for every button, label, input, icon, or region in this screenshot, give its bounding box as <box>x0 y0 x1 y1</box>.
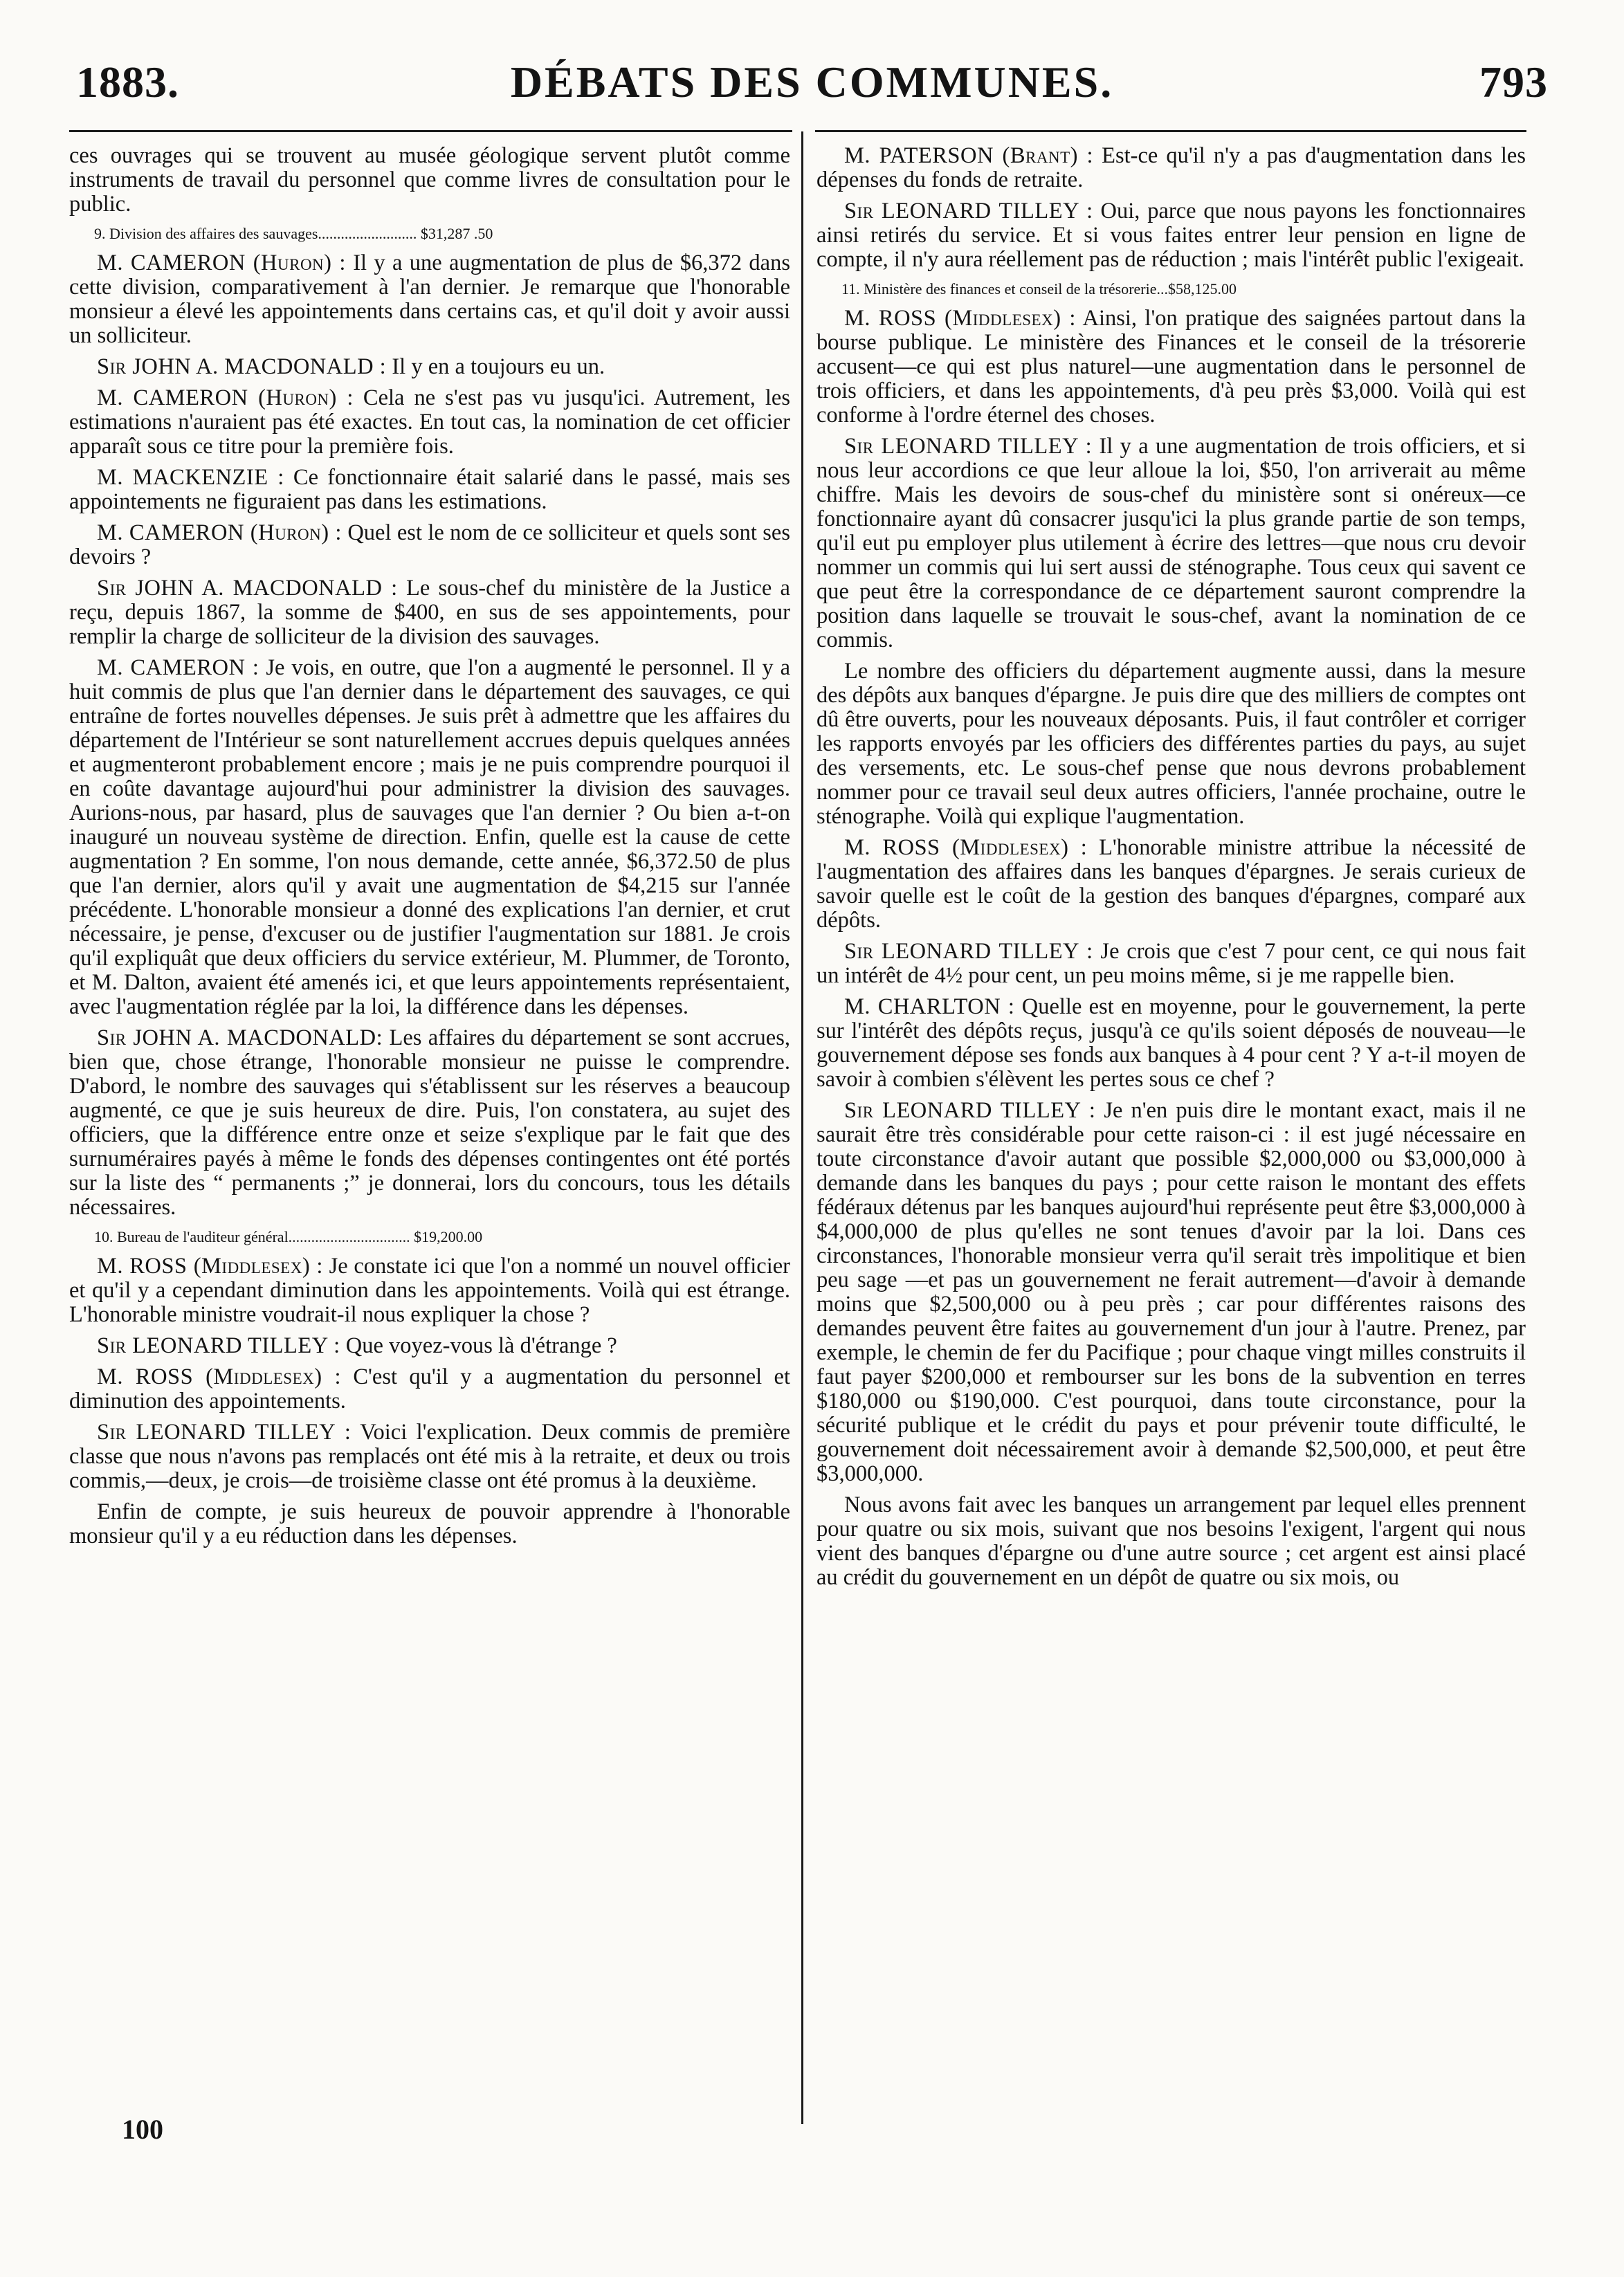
paragraph-text: Il y a une augmentation de trois officiers, et si nous leur accordions ce que leur alloue la loi, $50, l'on arriverait au même chiffre. Mais les devoirs de sous-chef du ministère sont si onéreux—ce fonctionnaire ayant dû consacrer jusqu'ici la plus grande partie de son temps, qu'il eut pu employer plus utilement à écrire des lettres—que nous cru devoir nommer un commis qui lui sert aussi de sténographe. Tous ceux qui savent ce que peut être la correspondance de ce département sauront comprendre la position dans laquelle se trouvait le sous-chef, avant la nomination de ce commis. <box>816 434 1526 652</box>
speaker-name: M. CHARLTON : <box>844 994 1015 1019</box>
paragraph <box>69 1254 790 1327</box>
paragraph <box>816 1493 1526 1590</box>
paragraph-text: Voici l'explication. Deux commis de première classe que nous n'avons pas remplacés ont été mis à la retraite, et deux ou trois commis,—deux, je crois—de troisième classe ont été promus à la deuxième. <box>69 1420 790 1493</box>
speaker-name: Sir LEONARD TILLEY : <box>844 939 1093 964</box>
speaker-name: Sir LEONARD TILLEY : <box>844 434 1093 459</box>
speaker-name: Sir LEONARD TILLEY : <box>97 1420 352 1445</box>
paragraph <box>69 386 790 459</box>
paragraph-text: Que voyez-vous là d'étrange ? <box>340 1333 617 1358</box>
paragraph-text: Quelle est en moyenne, pour le gouvernement, la perte sur l'intérêt des dépôts reçus, jusqu'à ce qu'ils soient déposés de nouveau—le gouvernement dépose ses fonds aux banques à 4 pour cent ? Y a-t-il moyen de savoir à combien s'élèvent les pertes sous ce chef ? <box>816 994 1526 1092</box>
paragraph <box>69 1026 790 1220</box>
speaker-name: Sir LEONARD TILLEY : <box>844 199 1093 223</box>
speaker-name: M. ROSS (Middlesex) : <box>844 835 1088 860</box>
paragraph <box>816 144 1526 192</box>
paragraph <box>69 576 790 649</box>
budget-item: 10. Bureau de l'auditeur général................................ $19,200.00 <box>94 1228 483 1245</box>
paragraph <box>816 1099 1526 1486</box>
paragraph-text: Il y en a toujours eu un. <box>386 354 605 379</box>
paragraph-text: Je n'en puis dire le montant exact, mais il ne saurait être très considérable pour cette raison-ci : il est jugé nécessaire en toute circonstance d'avoir autant que possible $2,000,000 ou $3,000,000 à demande dans les banques du pays ; pour cette raison le montant des effets fédéraux détenus par les banques aujourd'hui représente peut être $3,000,000 à $4,000,000 de plus qu'elles ne sont tenues d'avoir par la loi. Dans ces circonstances, l'honorable monsieur verra qu'il serait très impolitique et bien peu sage —et pas un gouvernement ne ferait autrement—d'avoir à demande moins que $2,500,000 ou à peu près ; car pour différentes raisons des demandes peuvent être faites au gouvernement d'un jour à l'autre. Prenez, par exemple, le chemin de fer du Pacifique ; pour chaque vingt milles construits il faut payer $200,000 et rembourser sur les bons de la subvention en terres $180,000 ou $190,000. C'est pourquoi, dans toute circonstance, pour la sécurité publique et le crédit du pays et pour prévenir toute difficulté, le gouvernement doit nécessairement avoir à demande $2,500,000, et peut être $3,000,000. <box>816 1098 1526 1486</box>
paragraph-text: Ainsi, l'on pratique des saignées partout dans la bourse publique. Le ministère des Finances et le conseil de la trésorerie accusent—ce qui est plus naturel—une augmentation dans le personnel de trois officiers, et dans les appointements, d'à peu près $3,000. Voilà qui est conforme à l'ordre éternel des choses. <box>816 306 1526 428</box>
column-divider <box>801 131 803 2124</box>
paragraph <box>816 307 1526 428</box>
signature-mark: 100 <box>122 2114 163 2145</box>
speaker-name: M. PATERSON (Brant) : <box>844 143 1094 168</box>
paragraph-text: Cela ne s'est pas vu jusqu'ici. Autrement, les estimations n'auraient pas été exactes. En tout cas, la nomination de cet officier apparaît sous ce titre pour la première fois. <box>69 385 790 459</box>
paragraph <box>69 656 790 1019</box>
header-rule-right <box>815 130 1526 132</box>
paragraph-text: Ce fonctionnaire était salarié dans le passé, mais ses appointements ne figuraient pas dans les estimations. <box>69 465 790 514</box>
paragraph-text: Quel est le nom de ce solliciteur et quels sont ses devoirs ? <box>69 520 790 569</box>
paragraph-text: Est-ce qu'il n'y a pas d'augmentation dans les dépenses du fonds de retraite. <box>816 143 1526 192</box>
paragraph <box>816 659 1526 829</box>
paragraph <box>816 940 1526 988</box>
speaker-name: M. CAMERON : <box>97 655 259 680</box>
paragraph <box>69 1500 790 1548</box>
paragraph <box>69 1334 790 1358</box>
paragraph-text: Il y a une augmentation de plus de $6,372 dans cette division, comparativement à l'an dernier. Je remarque que l'honorable monsieur a élevé les appointements dans certains cas, et qu'il doit y avoir aussi un solliciteur. <box>69 250 790 348</box>
right-column <box>816 144 1526 1597</box>
speaker-name: Sir JOHN A. MACDONALD : <box>97 354 387 379</box>
paragraph <box>816 995 1526 1092</box>
paragraph-text: Je vois, en outre, que l'on a augmenté le personnel. Il y a huit commis de plus que l'an dernier dans le département des sauvages, ce qui entraîne de fortes nouvelles dépenses. Je suis prêt à admettre que les affaires du département de l'Intérieur se sont naturellement accrues depuis quelques années et augmenteront probablement encore ; mais je ne puis comprendre pourquoi il en coûte davantage aujourd'hui pour administrer la division des sauvages. Aurions-nous, par hasard, plus de sauvages que l'an dernier ? Ou bien a-t-on inauguré un nouveau système de direction. Enfin, quelle est la cause de cette augmentation ? En somme, l'on nous demande, cette année, $6,372.50 de plus que l'an dernier, alors qu'il y avait une augmentation de $4,215 sur l'année précédente. L'honorable monsieur a donné des explications l'an dernier, et crut nécessaire, je pense, d'excuser ou de justifier l'augmentation sur 1881. Je crois qu'il expliquât que deux officiers du service extérieur, M. Plummer, de Toronto, et M. Dalton, avaient été amenés ici, et que leurs appointements représentaient, avec l'augmentation réglée par la loi, la différence dans les dépenses. <box>69 655 790 1019</box>
speaker-name: M. ROSS (Middlesex) : <box>844 306 1076 331</box>
paragraph-text: L'honorable ministre attribue la nécessité de l'augmentation des affaires dans les banques d'épargnes. Je serais curieux de savoir quelle est le coût de la gestion des banques d'épargnes, comparé aux dépôts. <box>816 835 1526 933</box>
budget-item: 9. Division des affaires des sauvages.......................... $31,287 .50 <box>94 225 493 242</box>
speaker-name: M. CAMERON (Huron) : <box>97 520 342 545</box>
paragraph-text: Oui, parce que nous payons les fonctionnaires ainsi retirés du service. Et si vous faites entrer leur pension en ligne de compte, il n'y aura réellement pas de réduction ; mais l'intérêt public l'exigeait. <box>816 199 1526 272</box>
paragraph-text: Le sous-chef du ministère de la Justice a reçu, depuis 1867, la somme de $400, en sus de ses appointements, pour remplir la charge de solliciteur de la division des sauvages. <box>69 576 790 649</box>
budget-item: 11. Ministère des finances et conseil de la trésorerie...$58,125.00 <box>841 280 1237 298</box>
speaker-name: M. CAMERON (Huron) : <box>97 385 354 410</box>
header-rule-left <box>69 130 792 132</box>
paragraph <box>816 435 1526 652</box>
paragraph <box>69 355 790 379</box>
paragraph <box>69 1420 790 1493</box>
paragraph <box>69 466 790 514</box>
speaker-name: Sir LEONARD TILLEY : <box>844 1098 1096 1123</box>
paragraph-text: Je constate ici que l'on a nommé un nouvel officier et qu'il y a cependant diminution dans les appointements. Voilà qui est étrange. L'honorable ministre voudrait-il nous expliquer la chose ? <box>69 1254 790 1327</box>
paragraph <box>69 521 790 569</box>
paragraph-text: Enfin de compte, je suis heureux de pouvoir apprendre à l'honorable monsieur qu'il y a eu réduction dans les dépenses. <box>69 1499 790 1548</box>
page-header <box>69 57 1555 119</box>
paragraph-text: C'est qu'il y a augmentation du personnel et diminution des appointements. <box>69 1364 790 1414</box>
speaker-name: Sir JOHN A. MACDONALD : <box>97 576 398 601</box>
paragraph-text: Nous avons fait avec les banques un arrangement par lequel elles prennent pour quatre ou six mois, suivant que nos besoins l'exigent, l'argent qui nous vient des banques d'épargne ou d'une autre source ; cet argent est ainsi placé au crédit du gouvernement en un dépôt de quatre ou six mois, ou <box>816 1492 1526 1590</box>
paragraph-text: Le nombre des officiers du département augmente aussi, dans la mesure des dépôts aux banques d'épargne. Je puis dire que des milliers de comptes ont dû être ouverts, pour les nouveaux déposants. Puis, il faut contrôler et corriger les rapports envoyés par les officiers des différentes parties du pays, au sujet des versements, etc. Le sous-chef pense que nous devrons probablement nommer pour ce travail seul deux autres officiers, l'année prochaine, outre le sténographe. Voilà qui explique l'augmentation. <box>816 659 1526 829</box>
speaker-name: Sir LEONARD TILLEY : <box>97 1333 340 1358</box>
header-page-number: 793 <box>1479 57 1548 107</box>
paragraph-text: Les affaires du département se sont accrues, bien que, chose étrange, l'honorable monsieur ne puisse le comprendre. D'abord, le nombre des sauvages qui s'établissent sur les réserves a beaucoup augmenté, ce que je suis heureux de dire. Puis, l'on constatera, au sujet des officiers, que la différence entre onze et seize s'explique par le fait que des surnuméraires payés à même le fonds des dépenses contingentes ont été portés sur la liste des “ permanents ;” je donnerai, lors du concours, tous les détails nécessaires. <box>69 1025 790 1220</box>
paragraph-text: Je crois que c'est 7 pour cent, ce qui nous fait un intérêt de 4½ pour cent, un peu moins même, si je me rappelle bien. <box>816 939 1526 988</box>
paragraph-text: ces ouvrages qui se trouvent au musée géologique servent plutôt comme instruments de travail du personnel que comme livres de consultation pour le public. <box>69 143 790 217</box>
paragraph <box>816 199 1526 272</box>
paragraph <box>816 836 1526 933</box>
speaker-name: M. MACKENZIE : <box>97 465 284 490</box>
paragraph <box>69 251 790 348</box>
header-year: 1883. <box>76 57 179 107</box>
speaker-name: M. CAMERON (Huron) : <box>97 250 346 275</box>
paragraph <box>69 144 790 217</box>
header-title: DÉBATS DES COMMUNES. <box>510 57 1114 107</box>
speaker-name: M. ROSS (Middlesex) : <box>97 1364 341 1389</box>
speaker-name: M. ROSS (Middlesex) : <box>97 1254 323 1279</box>
paragraph <box>69 1365 790 1414</box>
left-column <box>69 144 790 1555</box>
speaker-name: Sir JOHN A. MACDONALD: <box>97 1025 383 1050</box>
